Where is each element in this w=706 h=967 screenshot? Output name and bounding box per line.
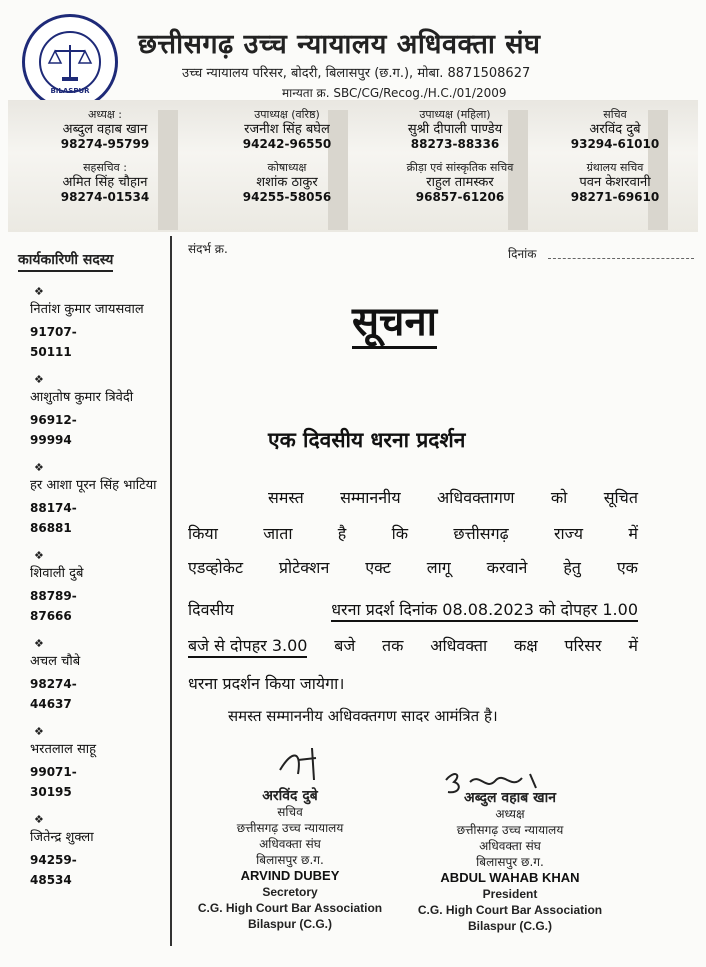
member-phone: 91707-50111 (30, 325, 77, 359)
body-word: बजे (334, 636, 356, 655)
sig-hindi-city: बिलासपुर छ.ग. (476, 855, 544, 869)
body-word: लागू (426, 558, 451, 577)
body-word: करवाने (486, 558, 528, 577)
bearer-phone: 98271-69610 (570, 190, 660, 204)
sig-english-name: ARVIND DUBEY (240, 868, 340, 883)
bearer-phone: 98274-95799 (60, 137, 150, 151)
notice-title: सूचना (352, 298, 437, 349)
bullet-icon: ❖ (34, 549, 44, 562)
sig-english-title: Secretory (262, 885, 318, 899)
body-word: सूचित (603, 488, 638, 507)
sig-hindi-org1: छत्तीसगढ़ उच्च न्यायालय (236, 821, 344, 835)
sig-english-city: Bilaspur (C.G.) (247, 917, 332, 931)
body-word: सम्माननीय (340, 488, 401, 507)
body-word: किया (188, 524, 218, 543)
body-word: एडव्होकेट (188, 558, 244, 577)
bearer-name: सुश्री दीपाली पाण्डेय (407, 122, 503, 137)
date-label: दिनांक (508, 247, 537, 261)
bullet-icon: ❖ (34, 637, 44, 650)
signature-president (405, 790, 615, 934)
sig-hindi-name: अरविंद दुबे (262, 788, 318, 804)
office-bearer-president (40, 107, 170, 152)
member-name: अचल चौबे (30, 654, 81, 669)
bullet-icon: ❖ (34, 725, 44, 738)
bearer-name: अरविंद दुबे (589, 122, 641, 137)
bearer-name: पवन केशरवानी (579, 175, 651, 190)
office-bearer-vp-senior (212, 107, 362, 152)
bearer-name: राहुल तामस्कर (426, 175, 494, 190)
body-word: हेतु (563, 558, 581, 577)
body-word: धरना प्रदर्श दिनांक 08.08.2023 को दोपहर 1.00 (331, 598, 638, 622)
body-line (188, 672, 638, 694)
bearer-name: शशांक ठाकुर (256, 175, 318, 190)
body-word: छत्तीसगढ़ (453, 524, 509, 543)
body-line (188, 556, 638, 578)
bearer-name: अब्दुल वहाब खान (62, 122, 148, 137)
bullet-icon: ❖ (34, 461, 44, 474)
executive-members-heading: कार्यकारिणी सदस्य (18, 250, 113, 272)
body-word: एक्ट (365, 558, 391, 577)
bearer-phone: 98274-01534 (60, 190, 150, 204)
bearer-role: सहसचिव : (83, 161, 127, 174)
sig-english-org: C.G. High Court Bar Association (197, 901, 383, 915)
body-word: में (628, 524, 638, 543)
bearer-name: रजनीश सिंह बघेल (244, 122, 330, 137)
body-line (188, 598, 638, 622)
body-word: प्रोटेक्शन (278, 558, 330, 577)
body-word: जाता (263, 524, 293, 543)
office-bearer-joint-secretary (40, 160, 170, 205)
body-word: राज्य (553, 524, 584, 543)
member-phone: 94259-48534 (30, 853, 77, 887)
office-bearer-secretary (550, 107, 680, 152)
member-name: हर आशा पूरन सिंह भाटिया (30, 478, 157, 493)
bearer-role: सचिव (603, 108, 627, 121)
secretary-signature (272, 740, 332, 790)
sig-hindi-org2: अधिवक्ता संघ (259, 837, 321, 851)
body-word: धरना प्रदर्शन किया जायेगा। (188, 674, 345, 693)
bearer-phone: 96857-61206 (415, 190, 505, 204)
body-word: में (628, 636, 638, 655)
sig-english-title: President (482, 887, 538, 901)
bearer-phone: 93294-61010 (570, 137, 660, 151)
sig-hindi-org2: अधिवक्ता संघ (479, 839, 541, 853)
body-word: कक्ष (513, 636, 538, 655)
body-line (188, 522, 638, 544)
bullet-icon: ❖ (34, 285, 44, 298)
bearer-role: ग्रंथालय सचिव (586, 161, 644, 174)
sidebar-divider (170, 236, 172, 946)
notice-subject: एक दिवसीय धरना प्रदर्शन (268, 428, 466, 452)
bearer-role: अध्यक्ष : (87, 108, 122, 121)
bearer-phone: 94255-58056 (242, 190, 332, 204)
bearer-phone: 88273-88336 (410, 137, 500, 151)
member-phone: 88789-87666 (30, 589, 77, 623)
member-name: नितांश कुमार जायसवाल (30, 302, 144, 317)
sig-hindi-title: सचिव (277, 805, 303, 819)
office-bearer-library-secretary (550, 160, 680, 205)
signature-secretary (190, 788, 390, 932)
association-logo (22, 14, 118, 110)
org-name: छत्तीसगढ़ उच्च न्यायालय अधिवक्ता संघ (138, 29, 541, 60)
bearer-role: उपाध्यक्ष (वरिष्ठ) (254, 108, 320, 121)
office-bearer-sports-secretary (380, 160, 540, 205)
member-name: शिवाली दुबे (30, 566, 84, 581)
sig-english-city: Bilaspur (C.G.) (467, 919, 552, 933)
body-line (268, 486, 638, 508)
member-phone: 88174-86881 (30, 501, 77, 535)
bullet-icon: ❖ (34, 373, 44, 386)
sig-hindi-city: बिलासपुर छ.ग. (256, 853, 324, 867)
office-bearer-vp-women (380, 107, 530, 152)
sig-hindi-org1: छत्तीसगढ़ उच्च न्यायालय (456, 823, 564, 837)
body-word: को (550, 488, 568, 507)
bearer-role: क्रीड़ा एवं सांस्कृतिक सचिव (406, 161, 514, 174)
body-word: अधिवक्ता (430, 636, 488, 655)
reference-number-label: संदर्भ क्र. (188, 242, 228, 256)
sig-hindi-name: अब्दुल वहाब खान (464, 790, 556, 806)
bearer-role: कोषाध्यक्ष (267, 161, 307, 174)
body-word: बजे से दोपहर 3.00 (188, 634, 307, 658)
body-word: अधिवक्तागण (436, 488, 515, 507)
body-word: समस्त (268, 488, 304, 507)
bearer-role: उपाध्यक्ष (महिला) (419, 108, 491, 121)
body-word: कि (391, 524, 409, 543)
member-name: आशुतोष कुमार त्रिवेदी (30, 390, 134, 405)
org-address: उच्च न्यायालय परिसर, बोदरी, बिलासपुर (छ.ग.), मोबा. 8871508627 (182, 66, 531, 81)
body-word: है (337, 524, 347, 543)
member-phone: 99071-30195 (30, 765, 77, 799)
member-phone: 96912-99994 (30, 413, 77, 447)
office-bearer-treasurer (212, 160, 362, 205)
member-name: भरतलाल साहू (30, 742, 97, 757)
body-word: दिवसीय (188, 600, 234, 619)
body-word: तक (382, 636, 404, 655)
logo-text: BILASPUR (50, 87, 90, 95)
bullet-icon: ❖ (34, 813, 44, 826)
bearer-phone: 94242-96550 (242, 137, 332, 151)
invitation-line: समस्त सम्माननीय अधिवक्तगण सादर आमंत्रित है। (228, 707, 498, 725)
date-line (548, 258, 694, 259)
body-word: एक (616, 558, 638, 577)
bearer-name: अमित सिंह चौहान (62, 175, 148, 190)
recognition-number: मान्यता क्र. SBC/CG/Recog./H.C./01/2009 (282, 86, 507, 100)
body-word: परिसर (564, 636, 602, 655)
sig-hindi-title: अध्यक्ष (495, 807, 525, 821)
body-line (188, 634, 638, 658)
member-name: जितेन्द्र शुक्ला (30, 830, 94, 845)
sig-english-org: C.G. High Court Bar Association (417, 903, 603, 917)
sig-english-name: ABDUL WAHAB KHAN (440, 870, 580, 885)
member-phone: 98274-44637 (30, 677, 77, 711)
